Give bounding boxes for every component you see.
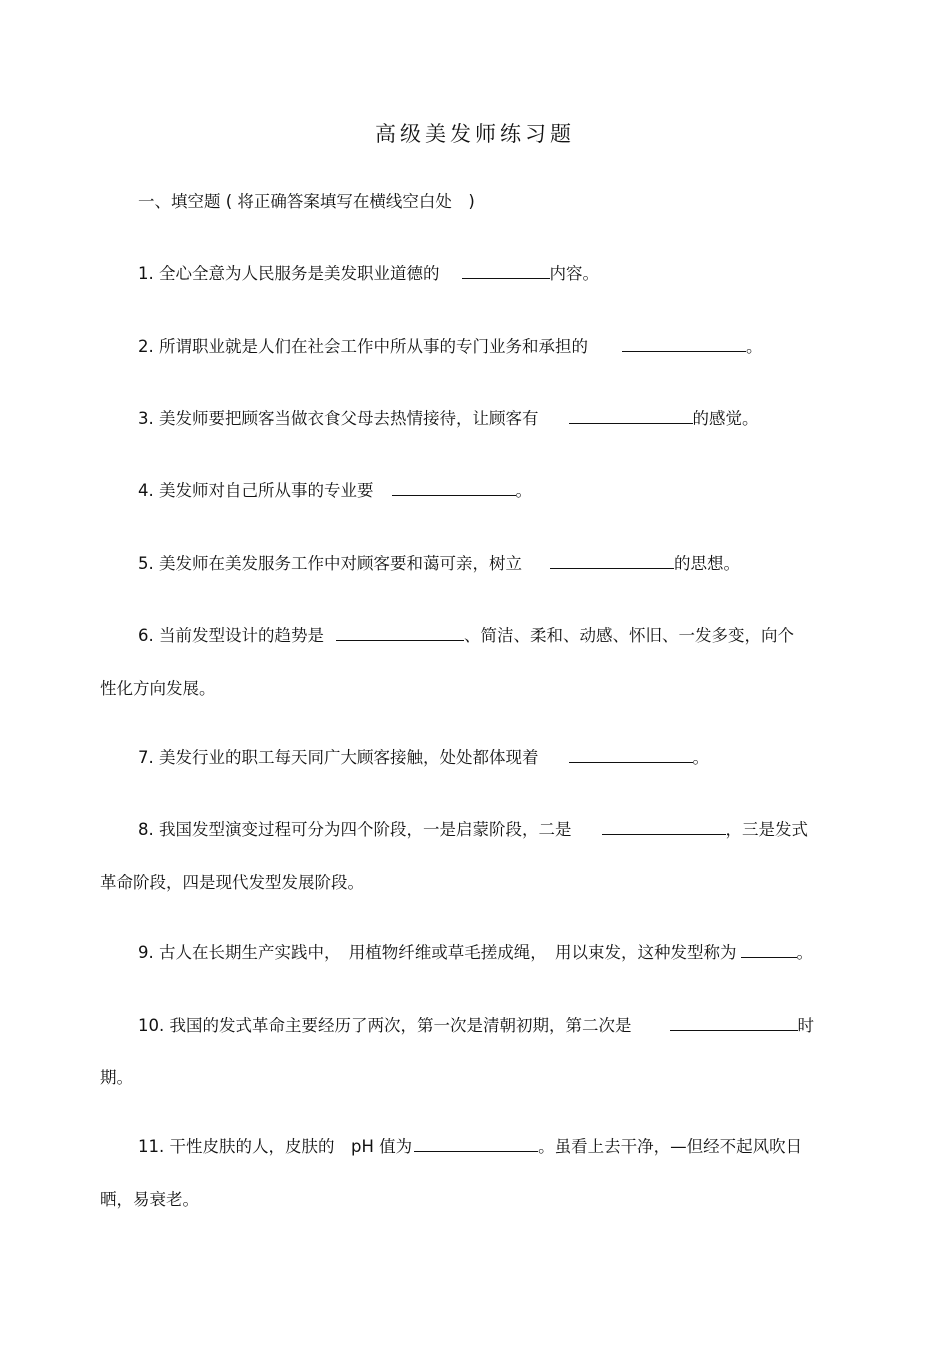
answer-blank[interactable] [550,554,674,569]
question-text: 5. 美发师在美发服务工作中对顾客要和蔼可亲，树立 [138,554,522,573]
answer-blank[interactable] [414,1137,538,1152]
question-text: 3. 美发师要把顾客当做衣食父母去热情接待，让顾客有 [138,409,539,428]
question-text-tail: 。 [746,337,763,356]
question-7 [138,748,709,768]
question-text: 7. 美发行业的职工每天同广大顾客接触，处处都体现着 [138,748,539,767]
question-10 [138,1016,814,1036]
question-6-continuation: 性化方向发展。 [100,679,216,698]
question-2 [138,337,763,357]
question-text: 11. 干性皮肤的人，皮肤的 pH 值为 [138,1137,413,1156]
question-8 [138,820,808,840]
answer-blank[interactable] [569,409,693,424]
question-text-tail: 。虽看上去干净，—但经不起风吹日 [538,1137,803,1156]
question-text: 9. 古人在长期生产实践中， 用植物纤维或草毛搓成绳， 用以束发，这种发型称为 [138,943,737,962]
question-text: 4. 美发师对自己所从事的专业要 [138,481,374,500]
answer-blank[interactable] [741,943,797,958]
question-text: 1. 全心全意为人民服务是美发职业道德的 [138,264,440,283]
question-text: 2. 所谓职业就是人们在社会工作中所从事的专门业务和承担的 [138,337,588,356]
answer-blank[interactable] [336,626,464,641]
question-10-continuation: 期。 [100,1068,133,1087]
answer-blank[interactable] [569,748,693,763]
question-text-tail: 的感觉。 [692,409,759,428]
answer-blank[interactable] [602,820,726,835]
question-text: 8. 我国发型演变过程可分为四个阶段，一是启蒙阶段，二是 [138,820,572,839]
answer-blank[interactable] [622,337,746,352]
question-4 [138,481,532,501]
page-title: 高级美发师练习题 [375,122,575,146]
question-text-tail: 内容。 [549,264,599,283]
answer-blank[interactable] [462,264,550,279]
question-6 [138,626,794,646]
question-11 [138,1137,802,1157]
question-8-continuation: 革命阶段，四是现代发型发展阶段。 [100,873,364,892]
question-text-tail: 时 [797,1016,814,1035]
question-1 [138,264,599,284]
answer-blank[interactable] [670,1016,798,1031]
question-text: 10. 我国的发式革命主要经历了两次，第一次是清朝初期，第二次是 [138,1016,632,1035]
question-text-tail: 、简洁、柔和、动感、怀旧、一发多变，向个 [464,626,794,645]
question-text-tail: 的思想。 [674,554,740,573]
question-5 [138,554,740,574]
answer-blank[interactable] [392,481,516,496]
question-text-tail: 。 [796,943,813,962]
question-9 [138,943,813,963]
question-11-continuation: 晒，易衰老。 [100,1190,199,1209]
question-text-tail: 。 [692,748,709,767]
section-heading: 一、填空题 ( 将正确答案填写在横线空白处 ) [138,192,475,211]
question-text-tail: 。 [515,481,532,500]
question-3 [138,409,759,429]
question-text: 6. 当前发型设计的趋势是 [138,626,324,645]
question-text-tail: ，三是发式 [725,820,808,839]
